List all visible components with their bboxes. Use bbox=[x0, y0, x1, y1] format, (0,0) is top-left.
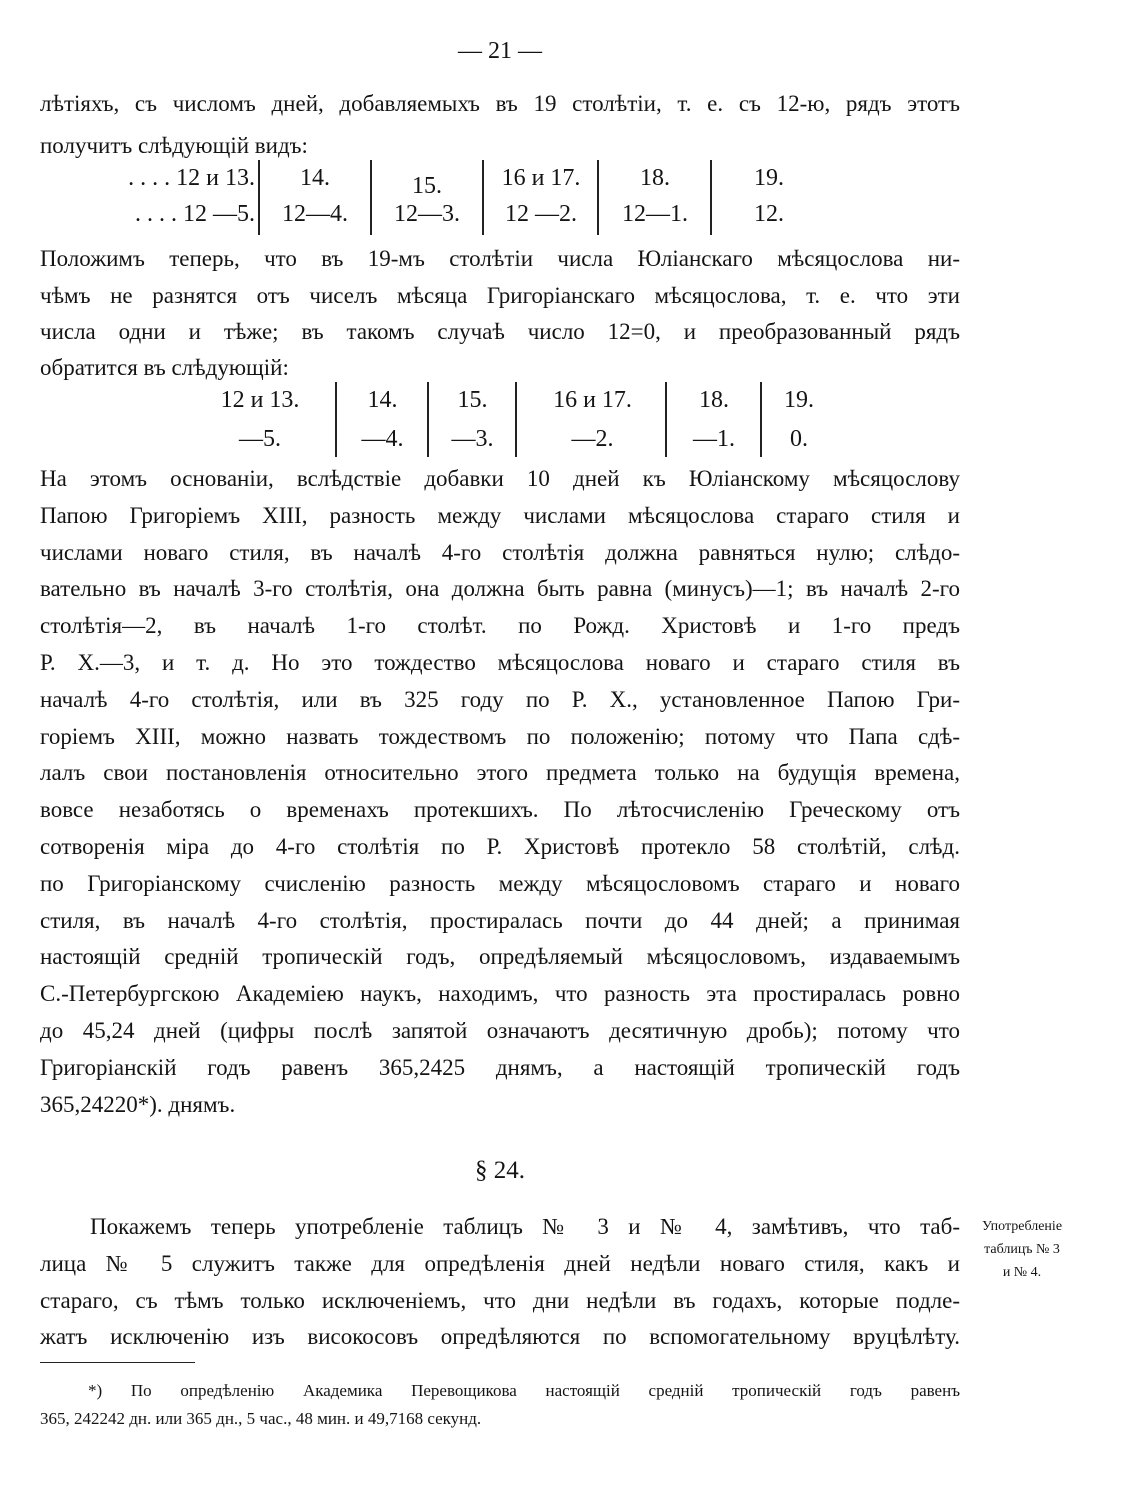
table2-cell: —3. bbox=[451, 426, 494, 452]
text-line: лѣтіяхъ, съ числомъ дней, добавляемыхъ въ 19 столѣтіи, т. е. съ 12-ю, рядъ этотъ bbox=[40, 91, 960, 116]
table2-cell: 14. bbox=[367, 387, 398, 413]
text-line: стиля, въ началѣ 4-го столѣтія, простиралась почти до 44 дней; а принимая bbox=[40, 907, 960, 933]
text-line: С.-Петербургскою Академіею наукъ, находимъ, что разность эта простиралась ровно bbox=[40, 981, 960, 1007]
paragraph-line: лица № 5 служитъ также для опредѣленія дней недѣли новаго стиля, какъ и bbox=[40, 1250, 960, 1276]
margin-note-line: Употребленіе bbox=[981, 1219, 1063, 1234]
table1-cell: 18. bbox=[640, 165, 670, 191]
text-line: Папою Григоріемъ XIII, разность между числами мѣсяцослова стараго стиля и bbox=[40, 502, 960, 528]
table1-cell: . . . . 12 и 13. bbox=[128, 165, 255, 191]
text-line: настоящій средній тропическій годъ, опредѣляемый мѣсяцословомъ, издаваемымъ bbox=[40, 944, 960, 970]
text-line: На этомъ основаніи, вслѣдствіе добавки 10 дней къ Юліанскому мѣсяцослову bbox=[40, 466, 960, 491]
table-divider bbox=[760, 382, 762, 457]
table-divider bbox=[710, 160, 712, 235]
table-divider bbox=[665, 382, 667, 457]
table1-cell: . . . . 12 —5. bbox=[135, 201, 255, 227]
table1-cell: 16 и 17. bbox=[501, 165, 581, 191]
paragraph-line: жатъ исключенію изъ високосовъ опредѣляются по вспомогательному вруцѣлѣту. bbox=[40, 1324, 960, 1350]
table-divider bbox=[597, 160, 599, 235]
text-line: столѣтія—2, въ началѣ 1-го столѣт. по Рожд. Христовѣ и 1-го предъ bbox=[40, 613, 960, 639]
table-divider bbox=[370, 160, 372, 235]
footnote-line: *) По опредѣленію Академика Перевощикова настоящій средній тропическій годъ равенъ bbox=[88, 1381, 960, 1400]
table2-cell: 15. bbox=[457, 387, 488, 413]
page-number: — 21 — bbox=[458, 38, 542, 64]
table-divider bbox=[482, 160, 484, 235]
footnote-line: 365, 242242 дн. или 365 дн., 5 час., 48 мин. и 49,7168 секунд. bbox=[40, 1409, 482, 1428]
section-heading: § 24. bbox=[475, 1157, 525, 1184]
text-line: получитъ слѣдующій видъ: bbox=[40, 133, 308, 158]
table2-cell: 18. bbox=[699, 387, 729, 413]
table-divider bbox=[258, 160, 260, 235]
text-line: Положимъ теперь, что въ 19-мъ столѣтіи числа Юліанскаго мѣсяцослова ни- bbox=[40, 246, 960, 271]
table2-cell: 0. bbox=[790, 426, 808, 452]
table-divider bbox=[427, 382, 429, 457]
table2-cell: —1. bbox=[693, 426, 735, 452]
table2-cell: 16 и 17. bbox=[553, 387, 632, 413]
table1-cell: 12. bbox=[754, 201, 784, 227]
margin-note-line: и № 4. bbox=[1002, 1265, 1042, 1280]
table-divider bbox=[515, 382, 517, 457]
table1-cell: 12 —2. bbox=[505, 201, 577, 227]
text-line: лалъ свои постановленія относительно этого предмета только на будущія времена, bbox=[40, 760, 960, 786]
text-line: до 45,24 дней (цифры послѣ запятой означаютъ десятичную дробь); потому что bbox=[40, 1018, 960, 1043]
text-line: началѣ 4-го столѣтія, или въ 325 году по Р. Х., установленное Папою Гри- bbox=[40, 686, 960, 712]
text-line: горіемъ XIII, можно назвать тождествомъ по положенію; потому что Папа сдѣ- bbox=[40, 723, 960, 749]
table2-cell: —5. bbox=[239, 426, 281, 452]
table1-cell: 12—1. bbox=[622, 201, 688, 227]
text-line: обратится въ слѣдующій: bbox=[40, 355, 289, 380]
table1-cell: 19. bbox=[754, 165, 784, 191]
text-line: числа одни и тѣже; въ такомъ случаѣ число 12=0, и преобразованный рядъ bbox=[40, 319, 960, 344]
text-line: вательно въ началѣ 3-го столѣтія, она должна быть равна (минусъ)—1; въ началѣ 2-го bbox=[40, 576, 960, 602]
text-line: сотворенія міра до 4-го столѣтія по Р. Христовѣ протекло 58 столѣтій, слѣд. bbox=[40, 834, 960, 859]
table1-cell: 12—4. bbox=[282, 201, 348, 227]
table2-cell: 12 и 13. bbox=[220, 387, 300, 413]
paragraph-line: стараго, съ тѣмъ только исключеніемъ, что дни недѣли въ годахъ, которые подле- bbox=[40, 1287, 960, 1313]
table2-cell: —2. bbox=[571, 426, 614, 452]
text-line: Р. Х.—3, и т. д. Но это тождество мѣсяцослова новаго и стараго стиля въ bbox=[40, 650, 960, 675]
table2-cell: 19. bbox=[784, 387, 814, 413]
text-line: вовсе незаботясь о временахъ протекшихъ. По лѣтосчисленію Греческому отъ bbox=[40, 797, 960, 823]
footnote-divider bbox=[40, 1362, 195, 1363]
table2-cell: —4. bbox=[361, 426, 404, 452]
table1-cell: 12—3. bbox=[394, 201, 460, 227]
margin-note-line: таблицъ № 3 bbox=[984, 1242, 1060, 1257]
text-line: чѣмъ не разнятся отъ чиселъ мѣсяца Григоріанскаго мѣсяцослова, т. е. что эти bbox=[40, 283, 960, 308]
table1-cell: 15. bbox=[412, 173, 442, 199]
paragraph-line: Покажемъ теперь употребленіе таблицъ № 3 и № 4, замѣтивъ, что таб- bbox=[90, 1214, 960, 1239]
text-line: 365,24220*). днямъ. bbox=[40, 1091, 236, 1117]
table-divider bbox=[335, 382, 337, 457]
text-line: по Григоріанскому счисленію разность между мѣсяцословомъ стараго и новаго bbox=[40, 870, 960, 896]
text-line: Григоріанскій годъ равенъ 365,2425 днямъ, а настоящій тропическій годъ bbox=[40, 1054, 960, 1080]
text-line: числами новаго стиля, въ началѣ 4-го столѣтія должна равняться нулю; слѣдо- bbox=[40, 539, 960, 565]
table1-cell: 14. bbox=[300, 165, 330, 191]
